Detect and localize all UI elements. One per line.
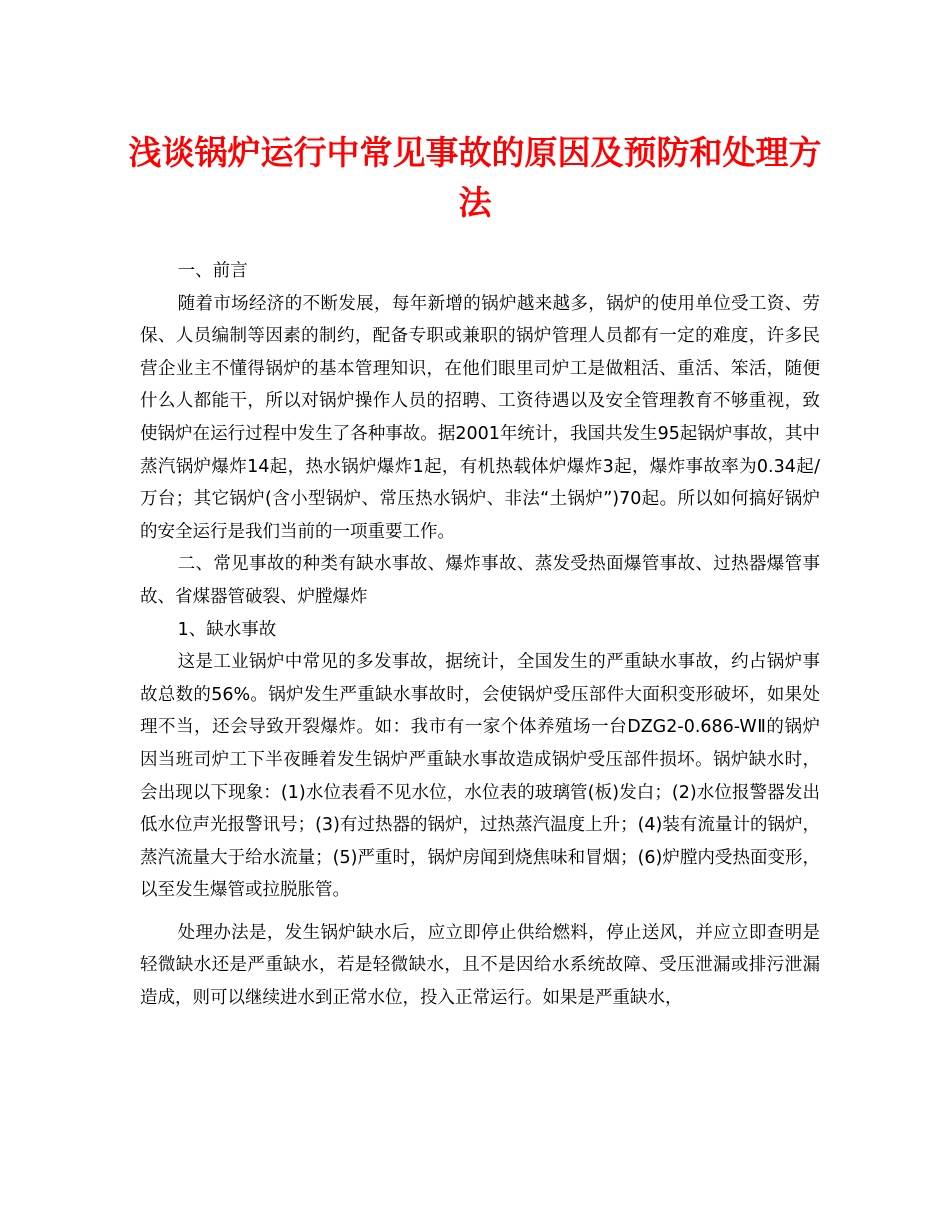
section-heading-accident-types: 二、常见事故的种类有缺水事故、爆炸事故、蒸发受热面爆管事故、过热器爆管事故、省煤器管破裂、炉膛爆炸: [140, 554, 820, 607]
paragraph-water-shortage: 这是工业锅炉中常见的多发事故，据统计，全国发生的严重缺水事故，约占锅炉事故总数的56%。锅炉发生严重缺水事故时，会使锅炉受压部件大面积变形破坏，如果处理不当，还会导致开裂爆炸。如：我市有一家个体养殖场一台DZG2-0.686-WⅡ的锅炉因当班司炉工下半夜睡着发生锅炉严重缺水事故造成锅炉受压部件损坏。锅炉缺水时，会出现以下现象：(1)水位表看不见水位，水位表的玻璃管(板)发白；(2)水位报警器发出低水位声光报警讯号；(3)有过热器的锅炉，过热蒸汽温度上升；(4)装有流量计的锅炉，蒸汽流量大于给水流量；(5)严重时，锅炉房闻到烧焦味和冒烟；(6)炉膛内受热面变形，以至发生爆管或拉脱胀管。: [140, 652, 820, 901]
section-heading-preface: 一、前言: [177, 261, 248, 281]
paragraph-preface: 随着市场经济的不断发展，每年新增的锅炉越来越多，锅炉的使用单位受工资、劳保、人员编制等因素的制约，配备专职或兼职的锅炉管理人员都有一定的难度，许多民营企业主不懂得锅炉的基本管理知识，在他们眼里司炉工是做粗活、重活、笨活，随便什么人都能干，所以对锅炉操作人员的招聘、工资待遇以及安全管理教育不够重视，致使锅炉在运行过程中发生了各种事故。据2001年统计，我国共发生95起锅炉事故，其中蒸汽锅炉爆炸14起，热水锅炉爆炸1起，有机热载体炉爆炸3起，爆炸事故率为0.34起/万台；其它锅炉(含小型锅炉、常压热水锅炉、非法“土锅炉”)70起。所以如何搞好锅炉的安全运行是我们当前的一项重要工作。: [140, 293, 820, 542]
paragraph-treatment: 处理办法是，发生锅炉缺水后，应立即停止供给燃料，停止送风，并应立即查明是轻微缺水还是严重缺水，若是轻微缺水，且不是因给水系统故障、受压泄漏或排污泄漏造成，则可以继续进水到正常水位，投入正常运行。如果是严重缺水，: [140, 922, 820, 1009]
subsection-heading-water-shortage: 1、缺水事故: [177, 619, 277, 640]
document-body: [140, 255, 820, 1015]
document-title: 浅谈锅炉运行中常见事故的原因及预防和处理方法: [128, 133, 822, 222]
